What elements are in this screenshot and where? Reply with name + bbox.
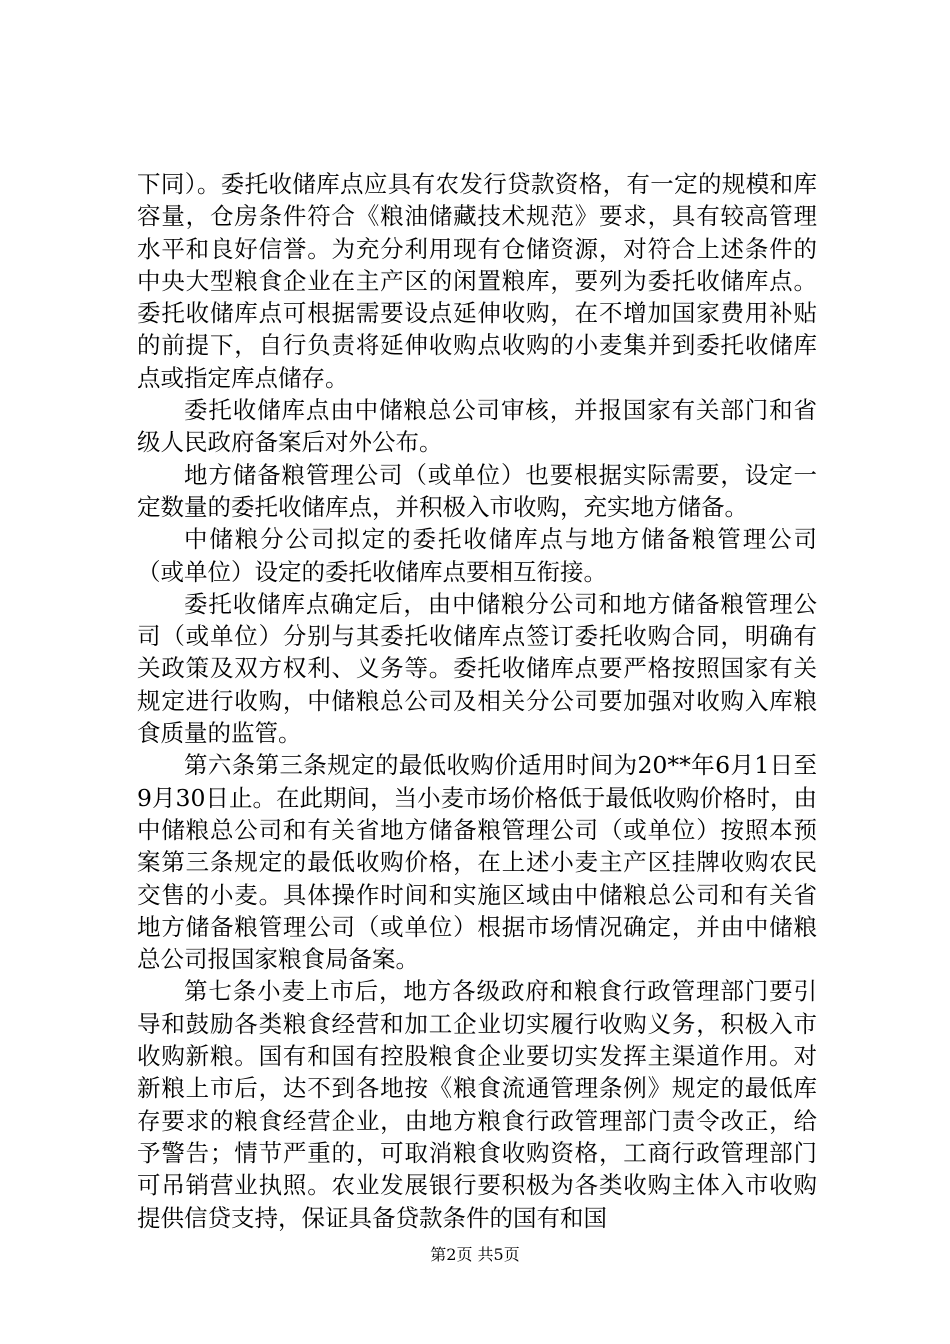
paragraph-article-seven: 第七条小麦上市后，地方各级政府和粮食行政管理部门要引导和鼓励各类粮食经营和加工企业切实履行收购义务，积极入市收购新粮。国有和国有控股粮食企业要切实发挥主渠道作用。对新粮上市后，达不到各地按《粮食流通管理条例》规定的最低库存要求的粮食经营企业，由地方粮食行政管理部门责令改正，给予警告；情节严重的，可取消粮食收购资格，工商行政管理部门可吊销营业执照。农业发展银行要积极为各类收购主体入市收购提供信贷支持，保证具备贷款条件的国有和国	[137, 977, 817, 1232]
paragraph: 中储粮分公司拟定的委托收储库点与地方储备粮管理公司（或单位）设定的委托收储库点要相互衔接。	[137, 525, 817, 586]
body-text	[137, 168, 817, 1234]
paragraph: 地方储备粮管理公司（或单位）也要根据实际需要，设定一定数量的委托收储库点，并积极入市收购，充实地方储备。	[137, 460, 817, 521]
paragraph-article-six: 第六条第三条规定的最低收购价适用时间为20**年6月1日至9月30日止。在此期间，当小麦市场价格低于最低收购价格时，由中储粮总公司和有关省地方储备粮管理公司（或单位）按照本预案第三条规定的最低收购价格，在上述小麦主产区挂牌收购农民交售的小麦。具体操作时间和实施区域由中储粮总公司和有关省地方储备粮管理公司（或单位）根据市场情况确定，并由中储粮总公司报国家粮食局备案。	[137, 751, 817, 974]
paragraph: 委托收储库点确定后，由中储粮分公司和地方储备粮管理公司（或单位）分别与其委托收储库点签订委托收购合同，明确有关政策及双方权利、义务等。委托收储库点要严格按照国家有关规定进行收购，中储粮总公司及相关分公司要加强对收购入库粮食质量的监管。	[137, 589, 817, 748]
paragraph: 委托收储库点由中储粮总公司审核，并报国家有关部门和省级人民政府备案后对外公布。	[137, 396, 817, 457]
page-footer	[0, 1244, 950, 1266]
paragraph-continuation: 下同）。委托收储库点应具有农发行贷款资格，有一定的规模和库容量，仓房条件符合《粮油储藏技术规范》要求，具有较高管理水平和良好信誉。为充分利用现有仓储资源，对符合上述条件的中央大型粮食企业在主产区的闲置粮库，要列为委托收储库点。委托收储库点可根据需要设点延伸收购，在不增加国家费用补贴的前提下，自行负责将延伸收购点收购的小麦集并到委托收储库点或指定库点储存。	[137, 170, 817, 392]
page-number: 第2页 共5页	[430, 1245, 520, 1264]
